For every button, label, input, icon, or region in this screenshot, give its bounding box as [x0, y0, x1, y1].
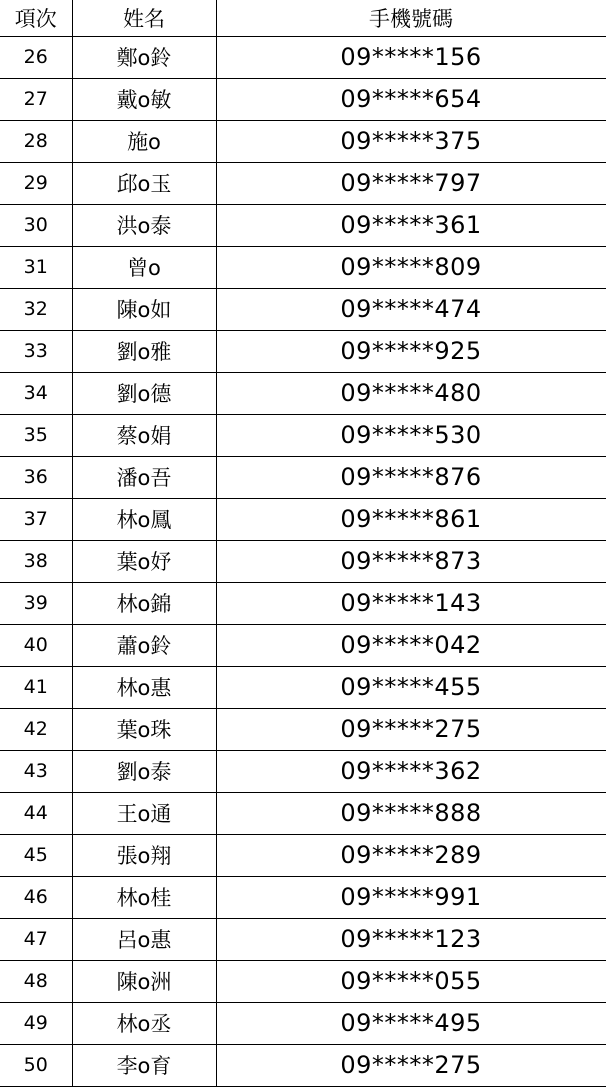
cell-item-number[interactable]: 37 — [0, 498, 72, 540]
cell-phone[interactable]: 09*****123 — [216, 918, 606, 960]
table-row — [0, 330, 606, 372]
cell-item-number[interactable]: 35 — [0, 414, 72, 456]
cell-item-number[interactable]: 47 — [0, 918, 72, 960]
table-row — [0, 498, 606, 540]
cell-phone[interactable]: 09*****375 — [216, 120, 606, 162]
table-row — [0, 36, 606, 78]
cell-item-number[interactable]: 45 — [0, 834, 72, 876]
cell-name[interactable]: 陳o如 — [72, 288, 216, 330]
table-row — [0, 246, 606, 288]
cell-item-number[interactable]: 31 — [0, 246, 72, 288]
cell-phone[interactable]: 09*****362 — [216, 750, 606, 792]
cell-phone[interactable]: 09*****530 — [216, 414, 606, 456]
cell-item-number[interactable]: 49 — [0, 1002, 72, 1044]
cell-phone[interactable]: 09*****797 — [216, 162, 606, 204]
cell-phone[interactable]: 09*****888 — [216, 792, 606, 834]
cell-phone[interactable]: 09*****275 — [216, 708, 606, 750]
cell-name[interactable]: 林o桂 — [72, 876, 216, 918]
cell-phone[interactable]: 09*****809 — [216, 246, 606, 288]
cell-name[interactable]: 曾o — [72, 246, 216, 288]
cell-phone[interactable]: 09*****055 — [216, 960, 606, 1002]
header-phone: 手機號碼 — [216, 0, 606, 36]
table-row — [0, 120, 606, 162]
cell-name[interactable]: 洪o泰 — [72, 204, 216, 246]
cell-item-number[interactable]: 34 — [0, 372, 72, 414]
cell-item-number[interactable]: 30 — [0, 204, 72, 246]
cell-phone[interactable]: 09*****042 — [216, 624, 606, 666]
cell-name[interactable]: 戴o敏 — [72, 78, 216, 120]
header-row — [0, 0, 606, 36]
table-row — [0, 456, 606, 498]
header-name: 姓名 — [72, 0, 216, 36]
cell-phone[interactable]: 09*****873 — [216, 540, 606, 582]
table-row — [0, 960, 606, 1002]
cell-name[interactable]: 施o — [72, 120, 216, 162]
cell-phone[interactable]: 09*****495 — [216, 1002, 606, 1044]
cell-item-number[interactable]: 39 — [0, 582, 72, 624]
cell-phone[interactable]: 09*****861 — [216, 498, 606, 540]
header-item-number: 項次 — [0, 0, 72, 36]
cell-item-number[interactable]: 43 — [0, 750, 72, 792]
cell-name[interactable]: 王o通 — [72, 792, 216, 834]
table-row — [0, 582, 606, 624]
table-row — [0, 792, 606, 834]
cell-item-number[interactable]: 40 — [0, 624, 72, 666]
cell-item-number[interactable]: 38 — [0, 540, 72, 582]
cell-name[interactable]: 葉o珠 — [72, 708, 216, 750]
cell-item-number[interactable]: 28 — [0, 120, 72, 162]
cell-phone[interactable]: 09*****143 — [216, 582, 606, 624]
cell-name[interactable]: 劉o泰 — [72, 750, 216, 792]
cell-item-number[interactable]: 50 — [0, 1044, 72, 1086]
table-row — [0, 708, 606, 750]
cell-phone[interactable]: 09*****991 — [216, 876, 606, 918]
roster-body — [0, 36, 606, 1086]
cell-name[interactable]: 潘o吾 — [72, 456, 216, 498]
table-row — [0, 1002, 606, 1044]
cell-item-number[interactable]: 41 — [0, 666, 72, 708]
cell-name[interactable]: 李o育 — [72, 1044, 216, 1086]
cell-phone[interactable]: 09*****876 — [216, 456, 606, 498]
cell-phone[interactable]: 09*****474 — [216, 288, 606, 330]
table-row — [0, 540, 606, 582]
cell-phone[interactable]: 09*****361 — [216, 204, 606, 246]
table-row — [0, 372, 606, 414]
table-row — [0, 414, 606, 456]
table-row — [0, 288, 606, 330]
cell-phone[interactable]: 09*****275 — [216, 1044, 606, 1086]
cell-item-number[interactable]: 42 — [0, 708, 72, 750]
table-row — [0, 624, 606, 666]
cell-name[interactable]: 呂o惠 — [72, 918, 216, 960]
cell-item-number[interactable]: 29 — [0, 162, 72, 204]
cell-name[interactable]: 林o鳳 — [72, 498, 216, 540]
cell-name[interactable]: 張o翔 — [72, 834, 216, 876]
cell-name[interactable]: 林o丞 — [72, 1002, 216, 1044]
table-row — [0, 204, 606, 246]
cell-item-number[interactable]: 26 — [0, 36, 72, 78]
table-row — [0, 834, 606, 876]
table-row — [0, 78, 606, 120]
cell-phone[interactable]: 09*****455 — [216, 666, 606, 708]
cell-item-number[interactable]: 46 — [0, 876, 72, 918]
cell-item-number[interactable]: 44 — [0, 792, 72, 834]
cell-item-number[interactable]: 48 — [0, 960, 72, 1002]
table-row — [0, 162, 606, 204]
cell-item-number[interactable]: 36 — [0, 456, 72, 498]
table-row — [0, 750, 606, 792]
cell-item-number[interactable]: 27 — [0, 78, 72, 120]
table-row — [0, 666, 606, 708]
cell-name[interactable]: 葉o妤 — [72, 540, 216, 582]
table-row — [0, 918, 606, 960]
cell-name[interactable]: 蕭o鈴 — [72, 624, 216, 666]
cell-name[interactable]: 邱o玉 — [72, 162, 216, 204]
cell-phone[interactable]: 09*****480 — [216, 372, 606, 414]
cell-name[interactable]: 劉o雅 — [72, 330, 216, 372]
cell-phone[interactable]: 09*****156 — [216, 36, 606, 78]
cell-name[interactable]: 陳o洲 — [72, 960, 216, 1002]
cell-phone[interactable]: 09*****654 — [216, 78, 606, 120]
table-row — [0, 1044, 606, 1086]
cell-phone[interactable]: 09*****289 — [216, 834, 606, 876]
cell-name[interactable]: 林o錦 — [72, 582, 216, 624]
cell-phone[interactable]: 09*****925 — [216, 330, 606, 372]
cell-name[interactable]: 鄭o鈴 — [72, 36, 216, 78]
cell-name[interactable]: 劉o德 — [72, 372, 216, 414]
cell-item-number[interactable]: 32 — [0, 288, 72, 330]
cell-item-number[interactable]: 33 — [0, 330, 72, 372]
table-row — [0, 876, 606, 918]
cell-name[interactable]: 林o惠 — [72, 666, 216, 708]
cell-name[interactable]: 蔡o娟 — [72, 414, 216, 456]
